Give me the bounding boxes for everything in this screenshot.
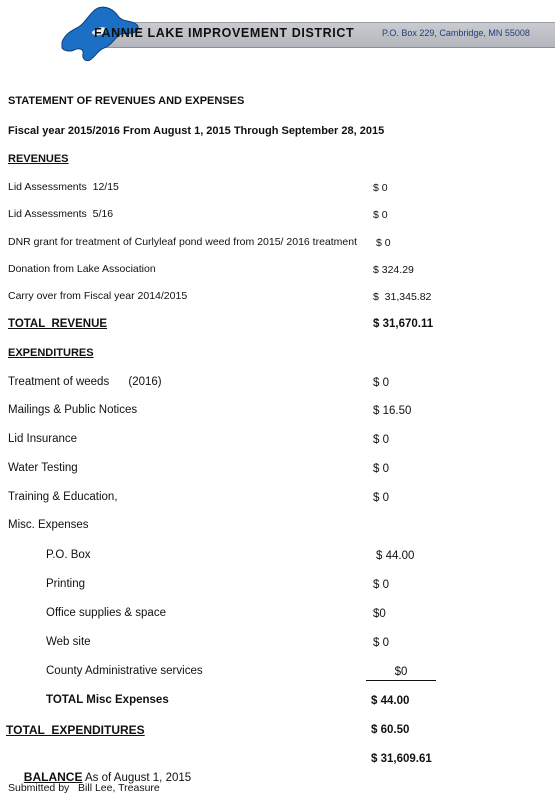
total-expenditures-label: TOTAL EXPENDITURES: [6, 723, 145, 737]
expenditure-label: Treatment of weeds (2016): [8, 376, 162, 388]
misc-expenses-label: Misc. Expenses: [8, 519, 89, 531]
misc-expense-label: Office supplies & space: [46, 607, 166, 619]
revenue-label: DNR grant for treatment of Curlyleaf pond weed from 2015/ 2016 treatment: [8, 236, 358, 248]
revenues-heading: REVENUES: [8, 153, 69, 165]
balance-date: As of August 1, 2015: [82, 772, 192, 784]
total-misc-expenses-amount: $ 44.00: [371, 695, 410, 707]
expenditure-amount: $ 0: [373, 434, 389, 446]
expenditure-label: Mailings & Public Notices: [8, 404, 138, 416]
expenditure-amount: $ 0: [373, 492, 389, 504]
expenditure-amount: $ 16.50: [373, 405, 412, 417]
organization-name: FANNIE LAKE IMPROVEMENT DISTRICT: [94, 26, 355, 40]
revenue-amount: $ 0: [376, 237, 391, 249]
fiscal-period: Fiscal year 2015/2016 From August 1, 2015 Through September 28, 2015: [8, 125, 385, 137]
misc-expense-amount: $ 0: [373, 637, 389, 649]
revenue-label: Carry over from Fiscal year 2014/2015: [8, 290, 188, 302]
revenue-amount: $ 0: [373, 182, 388, 194]
total-misc-expenses-label: TOTAL Misc Expenses: [46, 694, 169, 706]
expenditure-label: Water Testing: [8, 462, 78, 474]
revenue-amount: $ 324.29: [373, 264, 414, 276]
organization-address: P.O. Box 229, Cambridge, MN 55008: [382, 28, 530, 38]
revenue-amount: $ 31,345.82: [373, 291, 432, 303]
balance-label: BALANCE: [23, 770, 83, 784]
total-expenditures-amount: $ 60.50: [371, 724, 410, 736]
revenue-amount: $ 0: [373, 209, 388, 221]
total-revenue-amount: $ 31,670.11: [373, 318, 434, 330]
expenditure-label: Lid Insurance: [8, 433, 78, 445]
revenue-label: Lid Assessments 5/16: [8, 208, 114, 220]
misc-expense-label: County Administrative services: [46, 665, 203, 677]
total-revenue-label: TOTAL REVENUE: [8, 318, 108, 330]
statement-title: STATEMENT OF REVENUES AND EXPENSES: [8, 95, 245, 107]
expenditure-label: Training & Education,: [8, 491, 118, 503]
revenue-label: Donation from Lake Association: [8, 263, 156, 275]
revenue-label: Lid Assessments 12/15: [8, 181, 119, 193]
submitted-by: Submitted by Bill Lee, Treasure: [8, 782, 160, 794]
misc-expense-amount: $ 44.00: [376, 550, 415, 562]
misc-expense-amount: $0: [373, 608, 386, 620]
misc-expense-amount: $0: [366, 667, 436, 681]
expenditures-heading: EXPENDITURES: [8, 347, 94, 359]
misc-expense-amount: $ 0: [373, 579, 389, 591]
misc-expense-label: Web site: [46, 636, 91, 648]
misc-expense-label: Printing: [46, 578, 85, 590]
letterhead: [0, 0, 559, 72]
expenditure-amount: $ 0: [373, 463, 389, 475]
expenditure-amount: $ 0: [373, 377, 389, 389]
balance-amount: $ 31,609.61: [371, 753, 432, 765]
misc-expense-label: P.O. Box: [46, 549, 91, 561]
